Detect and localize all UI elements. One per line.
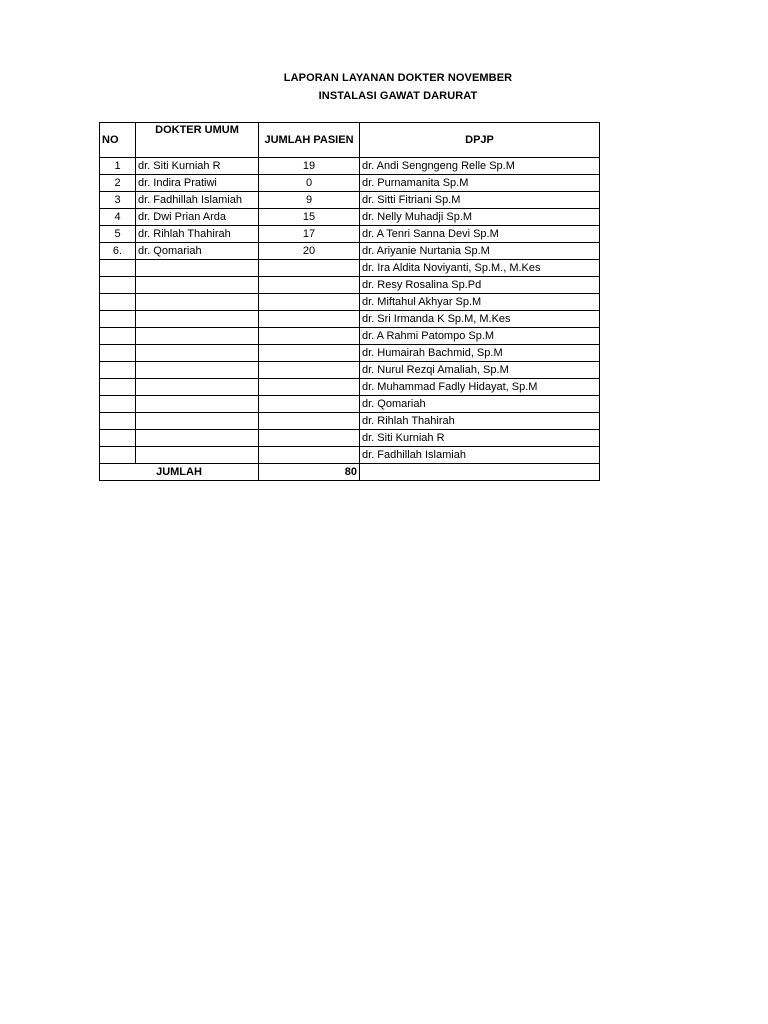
cell-jumlah-pasien: 20 — [259, 243, 360, 260]
table-row — [100, 243, 600, 260]
table-row — [100, 294, 600, 311]
table-row — [100, 209, 600, 226]
table-row — [100, 328, 600, 345]
cell-jumlah-pasien — [259, 260, 360, 277]
table-row — [100, 362, 600, 379]
cell-dokter-umum: dr. Qomariah — [136, 243, 259, 260]
cell-dpjp: dr. Miftahul Akhyar Sp.M — [360, 294, 600, 311]
cell-dokter-umum — [136, 379, 259, 396]
cell-no — [100, 345, 136, 362]
table-row — [100, 226, 600, 243]
table-row — [100, 311, 600, 328]
cell-no — [100, 260, 136, 277]
header-jumlah-pasien: JUMLAH PASIEN — [259, 123, 360, 158]
report-subtitle: INSTALASI GAWAT DARURAT — [318, 90, 478, 102]
cell-jumlah-pasien — [259, 396, 360, 413]
cell-dokter-umum — [136, 294, 259, 311]
cell-no: 6. — [100, 243, 136, 260]
cell-jumlah-pasien — [259, 447, 360, 464]
table-row — [100, 447, 600, 464]
cell-dpjp: dr. A Rahmi Patompo Sp.M — [360, 328, 600, 345]
cell-jumlah-pasien: 15 — [259, 209, 360, 226]
cell-dokter-umum: dr. Rihlah Thahirah — [136, 226, 259, 243]
cell-jumlah-pasien — [259, 430, 360, 447]
cell-dokter-umum — [136, 447, 259, 464]
cell-jumlah-pasien — [259, 328, 360, 345]
cell-dpjp: dr. Fadhillah Islamiah — [360, 447, 600, 464]
cell-dokter-umum — [136, 396, 259, 413]
header-dokter-umum: DOKTER UMUM — [136, 123, 259, 158]
cell-dpjp: dr. Nelly Muhadji Sp.M — [360, 209, 600, 226]
cell-jumlah-pasien — [259, 277, 360, 294]
cell-dpjp: dr. Nurul Rezqi Amaliah, Sp.M — [360, 362, 600, 379]
cell-no — [100, 277, 136, 294]
cell-jumlah-pasien — [259, 362, 360, 379]
cell-jumlah-pasien — [259, 413, 360, 430]
table-header-row — [100, 123, 600, 158]
cell-jumlah-pasien — [259, 311, 360, 328]
cell-dpjp: dr. Qomariah — [360, 396, 600, 413]
table-row — [100, 192, 600, 209]
cell-no: 4 — [100, 209, 136, 226]
cell-no: 5 — [100, 226, 136, 243]
cell-dokter-umum — [136, 413, 259, 430]
table-body — [100, 158, 600, 464]
cell-dokter-umum — [136, 328, 259, 345]
cell-dokter-umum: dr. Siti Kurniah R — [136, 158, 259, 175]
cell-no — [100, 379, 136, 396]
cell-dpjp: dr. Siti Kurniah R — [360, 430, 600, 447]
cell-no — [100, 396, 136, 413]
cell-dpjp: dr. Sri Irmanda K Sp.M, M.Kes — [360, 311, 600, 328]
cell-dpjp: dr. Resy Rosalina Sp.Pd — [360, 277, 600, 294]
table-row — [100, 413, 600, 430]
total-value: 80 — [259, 464, 360, 481]
cell-dpjp: dr. A Tenri Sanna Devi Sp.M — [360, 226, 600, 243]
cell-dokter-umum — [136, 430, 259, 447]
cell-dokter-umum: dr. Dwi Prian Arda — [136, 209, 259, 226]
cell-no: 2 — [100, 175, 136, 192]
cell-dokter-umum — [136, 362, 259, 379]
cell-no: 1 — [100, 158, 136, 175]
header-dpjp: DPJP — [360, 123, 600, 158]
table-row — [100, 430, 600, 447]
cell-no — [100, 447, 136, 464]
table-row — [100, 345, 600, 362]
cell-no — [100, 430, 136, 447]
cell-no — [100, 311, 136, 328]
total-label: JUMLAH — [100, 464, 259, 481]
doctor-service-table — [99, 122, 600, 481]
cell-no — [100, 328, 136, 345]
report-title: LAPORAN LAYANAN DOKTER NOVEMBER — [283, 72, 513, 84]
cell-no: 3 — [100, 192, 136, 209]
cell-dpjp: dr. Rihlah Thahirah — [360, 413, 600, 430]
cell-no — [100, 294, 136, 311]
table-row — [100, 379, 600, 396]
cell-dokter-umum: dr. Fadhillah Islamiah — [136, 192, 259, 209]
cell-dokter-umum — [136, 345, 259, 362]
table-row — [100, 158, 600, 175]
cell-jumlah-pasien: 9 — [259, 192, 360, 209]
cell-dokter-umum: dr. Indira Pratiwi — [136, 175, 259, 192]
cell-jumlah-pasien: 19 — [259, 158, 360, 175]
cell-dpjp: dr. Muhammad Fadly Hidayat, Sp.M — [360, 379, 600, 396]
cell-jumlah-pasien — [259, 294, 360, 311]
table-row — [100, 175, 600, 192]
cell-dokter-umum — [136, 260, 259, 277]
cell-dpjp: dr. Ira Aldita Noviyanti, Sp.M., M.Kes — [360, 260, 600, 277]
cell-dpjp: dr. Humairah Bachmid, Sp.M — [360, 345, 600, 362]
cell-no — [100, 362, 136, 379]
header-no: NO — [100, 123, 136, 158]
cell-jumlah-pasien: 17 — [259, 226, 360, 243]
cell-dpjp: dr. Sitti Fitriani Sp.M — [360, 192, 600, 209]
cell-dpjp: dr. Ariyanie Nurtania Sp.M — [360, 243, 600, 260]
cell-no — [100, 413, 136, 430]
cell-jumlah-pasien: 0 — [259, 175, 360, 192]
cell-jumlah-pasien — [259, 379, 360, 396]
cell-dpjp: dr. Andi Sengngeng Relle Sp.M — [360, 158, 600, 175]
cell-jumlah-pasien — [259, 345, 360, 362]
table-row — [100, 260, 600, 277]
cell-dokter-umum — [136, 277, 259, 294]
total-row — [100, 464, 600, 481]
table-row — [100, 277, 600, 294]
table-row — [100, 396, 600, 413]
total-empty-cell — [360, 464, 600, 481]
cell-dokter-umum — [136, 311, 259, 328]
cell-dpjp: dr. Purnamanita Sp.M — [360, 175, 600, 192]
